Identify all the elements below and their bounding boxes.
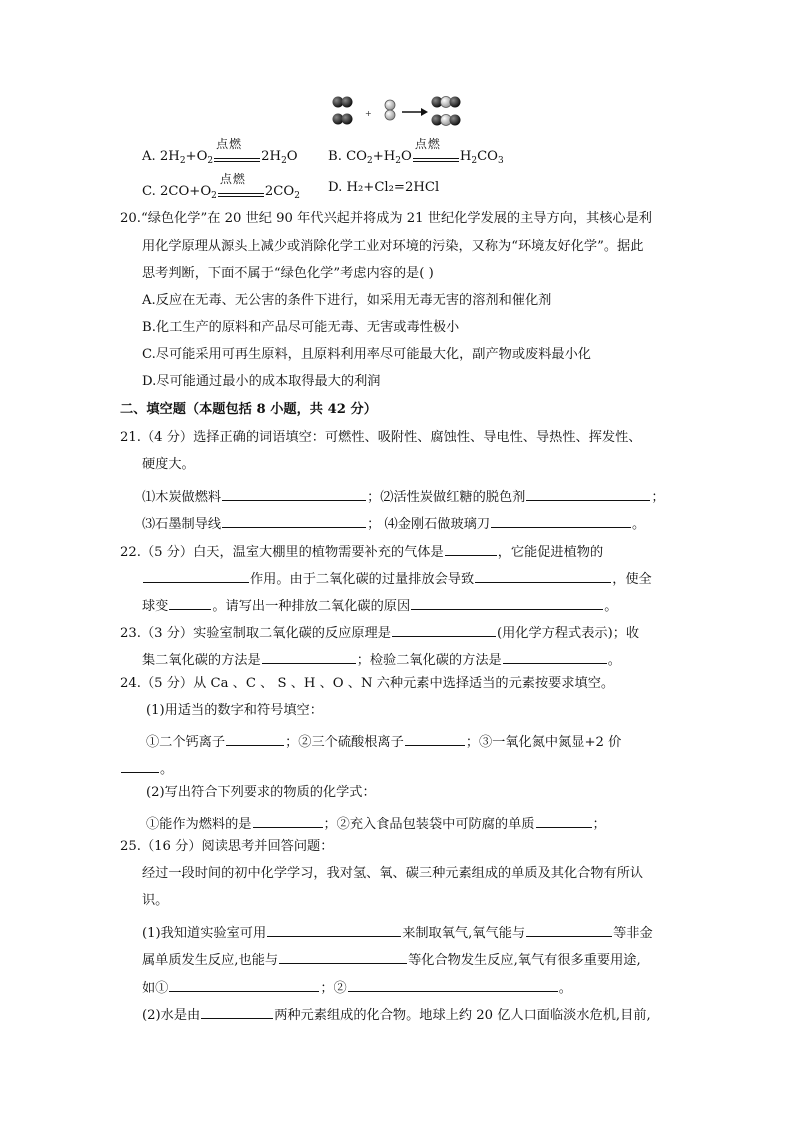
answer-blank[interactable] [169, 595, 211, 610]
answer-blank[interactable] [526, 486, 650, 501]
q21-stem-line2: 硬度大。 [142, 457, 195, 472]
reactant-molecule-3 [385, 100, 395, 120]
answer-blank[interactable] [526, 922, 612, 937]
q24-stem: 24.（5 分）从 Ca 、C 、 S 、H 、O 、N 六种元素中选择适当的元素按要求填空。 [120, 676, 615, 691]
q20-option-d: D.尽可能通过最小的成本取得最大的利润 [142, 374, 381, 389]
answer-blank[interactable] [222, 486, 366, 501]
q20-option-c: C.尽可能采用可再生原料，且原料利用率尽可能最大化，副产物或废料最小化 [142, 347, 591, 362]
reactant-molecule-2 [333, 114, 353, 125]
q23-line2: 集二氧化碳的方法是 ；检验二氧化碳的方法是 。 [142, 649, 621, 669]
q19-option-b: B. $CO_2+H_2O$ 点燃 $H_2CO_3$ [328, 137, 504, 166]
answer-blank[interactable] [121, 758, 159, 773]
q25-line-a: (1)我知道实验室可用 来制取氧气,氧气能与 等非金 [142, 922, 653, 942]
q20-option-a: A.反应在无毒、无公害的条件下进行，如采用无毒无害的溶剂和催化剂 [142, 293, 552, 308]
answer-blank[interactable] [503, 649, 607, 664]
q19-option-d: D. H₂+Cl₂=2HCl [328, 180, 440, 195]
section-title: 二、填空题（本题包括 8 小题，共 42 分） [120, 402, 377, 417]
reaction-condition: 点燃 [214, 146, 260, 162]
answer-blank[interactable] [405, 731, 465, 746]
q22-line2: 作用。由于二氧化碳的过量排放会导致 ，使全 [142, 568, 652, 588]
product-molecule-2 [432, 115, 461, 126]
answer-blank[interactable] [411, 595, 603, 610]
q20-stem-line3: 思考判断，下面不属于“绿色化学”考虑内容的是( ) [142, 266, 434, 281]
reaction-molecule-diagram [325, 92, 475, 134]
answer-blank[interactable] [491, 513, 631, 528]
q25-intro-line1: 经过一段时间的初中化学学习，我对氢、氧、碳三种元素组成的单质及其化合物有所认 [142, 866, 644, 881]
q24-line-b: 。 [120, 758, 173, 778]
answer-blank[interactable] [143, 568, 249, 583]
q19-option-a: A. $2H_2+O_2$ 点燃 $2H_2O$ [142, 137, 298, 166]
answer-blank[interactable] [475, 568, 611, 583]
answer-blank[interactable] [267, 922, 401, 937]
q21-blanks-row2: ⑶石墨制导线 ； ⑷金刚石做玻璃刀 。 [142, 513, 645, 533]
reaction-condition: 点燃 [413, 146, 459, 162]
q21-blanks-row1: ⑴木炭做燃料 ；⑵活性炭做红糖的脱色剂 ； [142, 486, 665, 506]
q20-option-b: B.化工生产的原料和产品尽可能无毒、无害或毒性极小 [142, 320, 460, 335]
q23-line1: 23.（3 分）实验室制取二氧化碳的反应原理是 (用化学方程式表示)；收 [120, 622, 639, 642]
q22-line1: 22.（5 分）白天，温室大棚里的植物需要补充的气体是 ，它能促进植物的 [120, 541, 603, 561]
q25-line-c: 如① ；② 。 [142, 977, 572, 997]
q24-subquestion-2: (2)写出符合下列要求的物质的化学式： [146, 785, 376, 800]
q25-line-d: (2)水是由 两种元素组成的化合物。地球上约 20 亿人口面临淡水危机,目前, [142, 1004, 651, 1024]
reactant-molecule-1 [333, 97, 353, 108]
answer-blank[interactable] [392, 622, 496, 637]
q20-stem-line2: 用化学原理从源头上减少或消除化学工业对环境的污染，又称为“环境友好化学”。据此 [142, 239, 644, 254]
reaction-condition: 点燃 [218, 181, 264, 197]
q25-stem: 25.（16 分）阅读思考并回答问题： [120, 839, 334, 854]
q25-intro-line2: 识。 [142, 893, 169, 908]
answer-blank[interactable] [262, 649, 356, 664]
q24-line-c: ①能作为燃料的是 ；②充入食品包装袋中可防腐的单质 ； [146, 813, 606, 833]
q24-subquestion-1: (1)用适当的数字和符号填空： [146, 703, 323, 718]
q22-line3: 球变 。请写出一种排放二氧化碳的原因 。 [142, 595, 617, 615]
answer-blank[interactable] [348, 977, 558, 992]
plus-sign: + [365, 109, 372, 118]
answer-blank[interactable] [536, 813, 592, 828]
q25-line-b: 属单质发生反应,也能与 等化合物发生反应,氧气有很多重要用途, [142, 949, 641, 969]
answer-blank[interactable] [253, 813, 323, 828]
product-molecule-1 [432, 97, 461, 108]
answer-blank[interactable] [279, 949, 407, 964]
q19-option-c: C. $2CO+O_2$ 点燃 $2CO_2$ [142, 172, 300, 201]
answer-blank[interactable] [445, 541, 497, 556]
q20-stem-line1: 20.“绿色化学”在 20 世纪 90 年代兴起并将成为 21 世纪化学发展的主导方向，其核心是利 [120, 211, 652, 226]
q21-stem-line1: 21.（4 分）选择正确的词语填空：可燃性、吸附性、腐蚀性、导电性、导热性、挥发性、 [120, 430, 642, 445]
answer-blank[interactable] [201, 1004, 273, 1019]
reaction-arrow-icon [402, 108, 428, 116]
q24-line-a: ①二个钙离子 ；②三个硫酸根离子 ；③一氧化氮中氮显+2 价 [146, 731, 621, 751]
answer-blank[interactable] [226, 731, 284, 746]
answer-blank[interactable] [222, 513, 366, 528]
answer-blank[interactable] [169, 977, 319, 992]
